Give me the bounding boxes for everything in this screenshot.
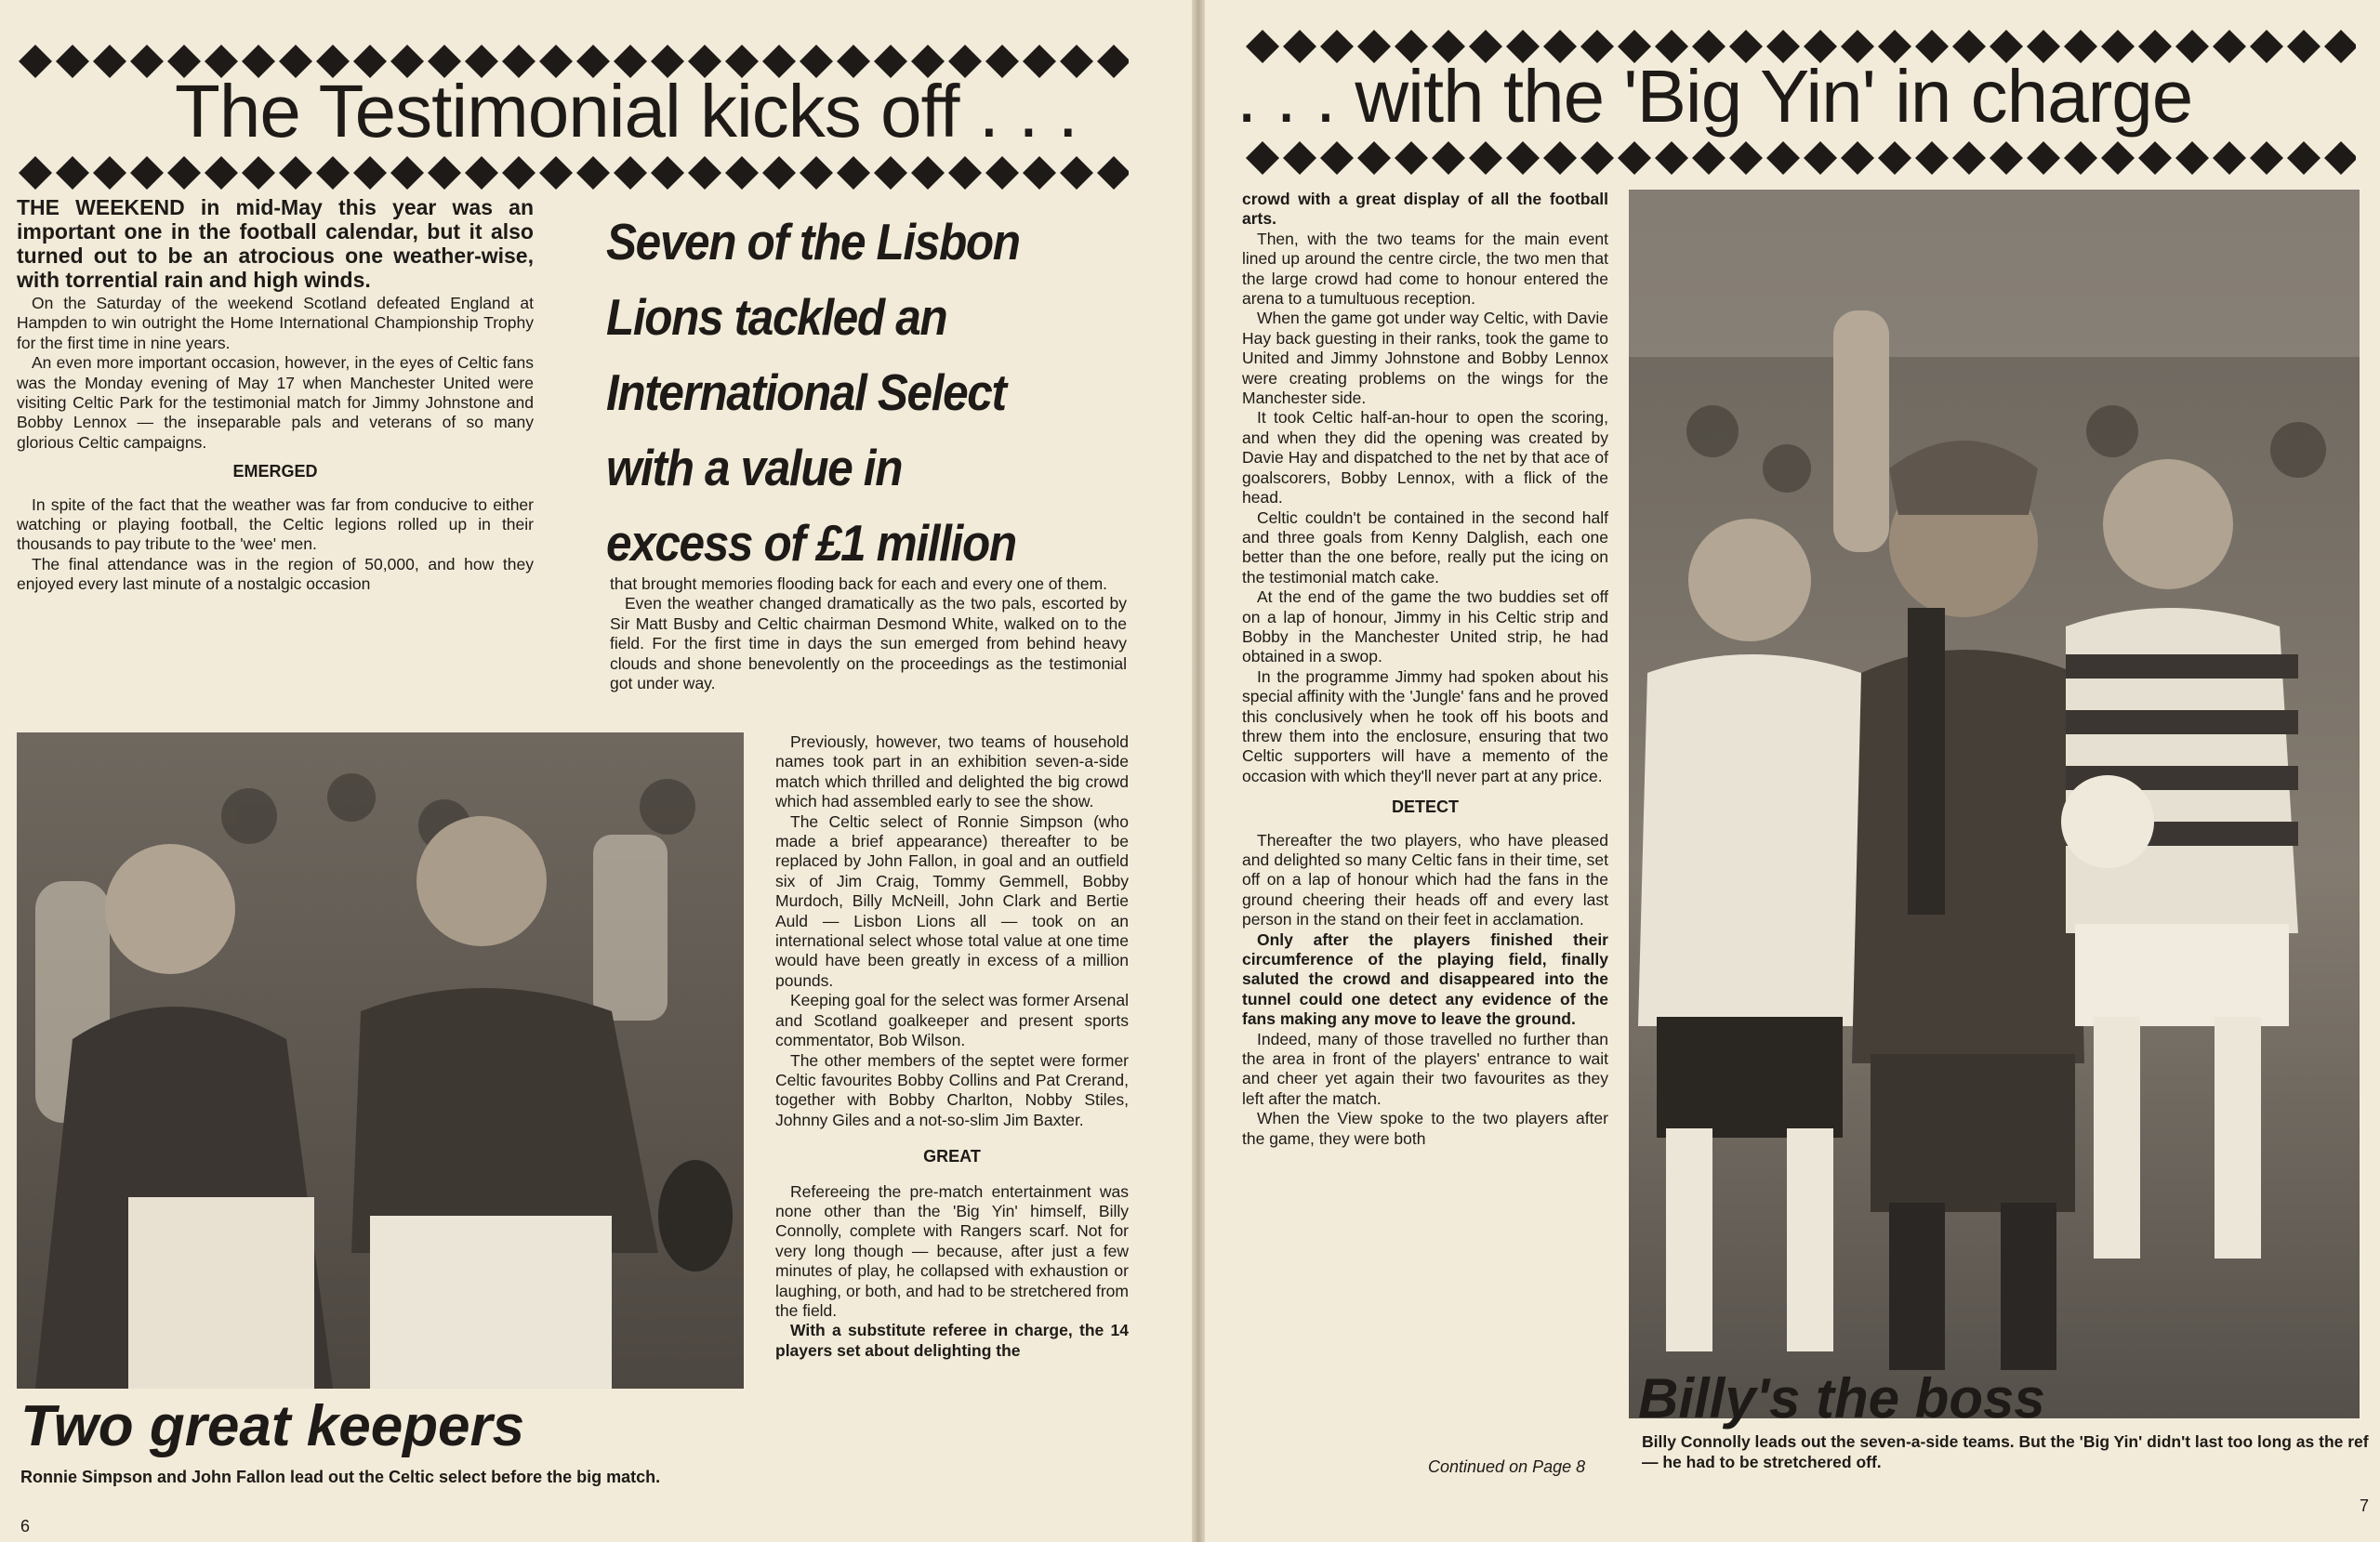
paragraph: Indeed, many of those travelled no further than the area in front of the players' entrance to wait and cheer yet again their two favourites as they left after the match. [1242,1029,1608,1108]
paragraph: that brought memories flooding back for each and every one of them. [610,574,1108,593]
pull-quote [606,204,1108,581]
right-column-1 [1242,190,1608,1149]
caption-two-keepers: Ronnie Simpson and John Fallon lead out the Celtic select before the big match. [20,1468,661,1486]
paragraph: The other members of the septet were former Celtic favourites Bobby Collins and Pat Crerand, together with Bobby Charlton, Nobby Stiles, Johnny Giles and a not-so-slim Jim Baxter. [775,1050,1129,1129]
pull-quote-line: Lions tackled an [606,288,947,346]
photo-billys-the-boss [1629,190,2360,1418]
photo-two-keepers [17,732,744,1389]
left-column-3 [775,732,1129,1361]
paragraph: When the game got under way Celtic, with Davie Hay back guesting in their ranks, took the game to United and Jimmy Johnstone and Bobby Lennox were creating problems on the wings for the Manchester side. [1242,309,1608,408]
diamond-pattern [1244,139,2356,177]
caption-title-two-keepers: Two great keepers [20,1394,525,1458]
paragraph: On the Saturday of the weekend Scotland defeated England at Hampden to win outright the Home International Championship Trophy for the first time in nine years. [17,294,534,352]
paragraph: Only after the players finished their circumference of the playing field, finally saluted the crowd and disappeared into the tunnel could one detect any evidence of the fans making any move to leave the ground. [1242,929,1608,1029]
paragraph: crowd with a great display of all the football arts. [1242,190,1608,229]
paragraph: Celtic couldn't be contained in the second half and three goals from Kenny Dalglish, each one better than the one before, really put the icing on the testimonial match cake. [1242,507,1608,586]
continued-note: Continued on Page 8 [1428,1457,1586,1476]
caption-billy: Billy Connolly leads out the seven-a-side teams. But the 'Big Yin' didn't last too long as the ref — he had to be stretchered off. [1642,1432,2369,1471]
paragraph: Then, with the two teams for the main event lined up around the centre circle, the two men that the large crowd had come to honour entered the arena to a tumultuous reception. [1242,229,1608,309]
paragraph: Thereafter the two players, who have pleased and delighted so many Celtic fans in their time, set off on a lap of honour which had the fans in the ground cheering their heads off and every last person in the stand on their feet in acclamation. [1242,830,1608,929]
pull-quote-line: Seven of the Lisbon [606,213,1020,270]
paragraph: Previously, however, two teams of household names took part in an exhibition seven-a-side match which thrilled and delighted the big crowd which had assembled early to see the show. [775,732,1129,811]
pull-quote-line: excess of £1 million [606,514,1016,572]
left-column-2 [610,574,1127,693]
paragraph: At the end of the game the two buddies set off on a lap of honour, Jimmy in his Celtic strip and Bobby in the Manchester United strip, he had obtained in a swop. [1242,587,1608,666]
paragraph: An even more important occasion, however, in the eyes of Celtic fans was the Monday evening of May 17 when Manchester United were visiting Celtic Park for the testimonial match for Jimmy Johnstone and Bobby Lennox — the inseparable pals and veterans of so many glorious Celtic campaigns. [17,353,534,452]
paragraph: The final attendance was in the region of 50,000, and how they enjoyed every last minute of a nostalgic occasion [17,554,534,594]
right-page [1205,0,2380,1542]
subhead-detect: DETECT [1392,797,1459,817]
paragraph: Keeping goal for the select was former Arsenal and Scotland goalkeeper and present sports commentator, Bob Wilson. [775,991,1129,1050]
left-column-1 [17,195,534,595]
paragraph: The Celtic select of Ronnie Simpson (who made a brief appearance) thereafter to be replaced by John Fallon, in goal and an outfield six of Jim Craig, Tommy Gemmell, Bobby Murdoch, Billy McNeill, John Clark and Bertie Auld — Lisbon Lions all — took on an international select whose total value at one time would have been greatly in excess of a million pounds. [775,811,1129,990]
caption-title-billys-the-boss: Billy's the boss [1638,1367,2045,1430]
left-headline: The Testimonial kicks off . . . [175,70,1078,152]
right-headline: . . . with the 'Big Yin' in charge [1236,55,2193,138]
subhead-great: GREAT [923,1147,981,1166]
page-number-right: 7 [2360,1496,2370,1515]
paragraph: When the View spoke to the two players after the game, they were both [1242,1109,1608,1148]
diamond-border-bottom-right [1244,139,2356,177]
lead-paragraph [17,195,534,292]
pull-quote-line: with a value in [606,439,903,496]
subhead-emerged: EMERGED [232,462,318,481]
billy-photo-illustration [1629,190,2360,1418]
diamond-border-bottom-left [17,154,1129,191]
pull-quote-line: International Select [606,363,1006,421]
diamond-pattern [17,154,1129,191]
page-number-left: 6 [20,1517,31,1535]
paragraph: Even the weather changed dramatically as the two pals, escorted by Sir Matt Busby and Celtic chairman Desmond White, walked on to the field. For the first time in days the sun emerged from behind heavy clouds and shone benevolently on the proceedings as the testimonial got under way. [610,594,1127,693]
paragraph: In spite of the fact that the weather was far from conducive to either watching or playing football, the Celtic legions rolled up in their thousands to pay tribute to the 'wee' men. [17,494,534,554]
keepers-photo-illustration [17,732,744,1389]
paragraph: In the programme Jimmy had spoken about his special affinity with the 'Jungle' fans and he proved this conclusively when he took off his boots and threw them into the enclosure, ensuring that two Celtic supporters will have a memento of the occasion with which they'll never part at any price. [1242,666,1608,785]
lead-caps: THE WEEKEND [17,195,185,219]
lead-text: in mid-May this year was an important one in the football calendar, but it also turned out to be an atrocious one weather-wise, with torrential rain and high winds. [17,195,534,292]
paragraph: Refereeing the pre-match entertainment was none other than the 'Big Yin' himself, Billy Connolly, complete with Rangers scarf. Not for very long though — because, after just a few minutes of play, he collapsed with exhaustion or laughing, or both, and had to be stretchered from the field. [775,1181,1129,1320]
paragraph: It took Celtic half-an-hour to open the scoring, and when they did the opening was created by Davie Hay and dispatched to the net by that ace of goalscorers, Bobby Lennox, with a flick of the head. [1242,408,1608,507]
page-gutter [1192,0,1205,1542]
paragraph: With a substitute referee in charge, the 14 players set about delighting the [775,1321,1129,1360]
